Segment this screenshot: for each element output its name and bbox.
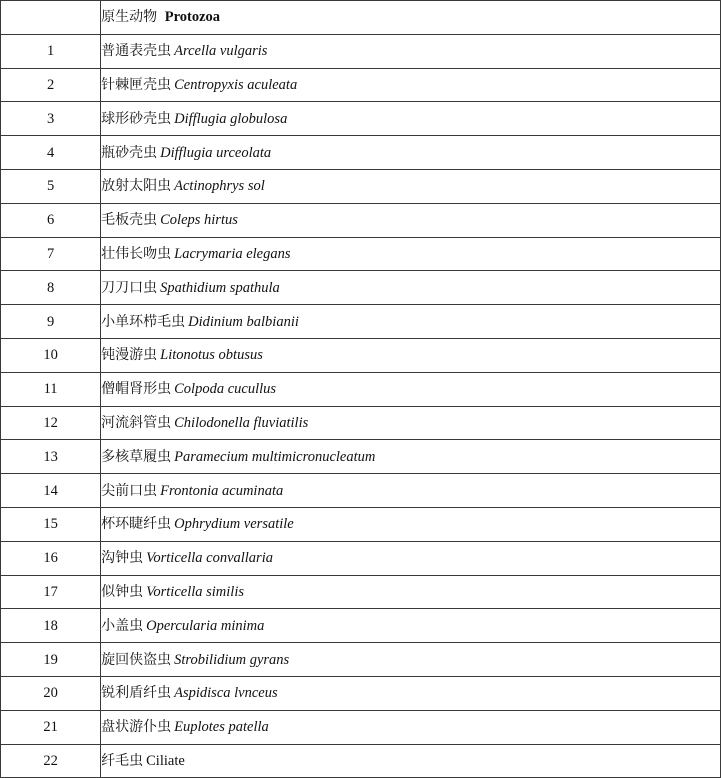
table-row (1, 68, 721, 102)
species-scientific-name: Aspidisca lvnceus (174, 685, 278, 702)
table-row (1, 575, 721, 609)
species-chinese-name: 小单环栉毛虫 (101, 313, 186, 330)
row-number: 8 (1, 271, 101, 305)
table-row (1, 744, 721, 778)
row-number: 13 (1, 440, 101, 474)
species-chinese-name: 纤毛虫 (101, 752, 144, 769)
species-chinese-name: 毛板壳虫 (101, 212, 158, 229)
table-row (1, 305, 721, 339)
row-species-name (101, 203, 721, 237)
table-row (1, 136, 721, 170)
species-scientific-name: Lacrymaria elegans (174, 245, 291, 262)
row-species-name (101, 34, 721, 68)
row-number: 9 (1, 305, 101, 339)
species-scientific-name: Paramecium multimicronucleatum (174, 448, 376, 465)
row-number: 16 (1, 541, 101, 575)
row-species-name (101, 271, 721, 305)
row-number: 4 (1, 136, 101, 170)
table-row (1, 102, 721, 136)
row-number: 12 (1, 406, 101, 440)
row-species-name (101, 102, 721, 136)
species-scientific-name: Didinium balbianii (188, 313, 299, 330)
table-row (1, 474, 721, 508)
header-number-cell (1, 1, 101, 35)
table-row (1, 237, 721, 271)
row-species-name (101, 710, 721, 744)
row-species-name (101, 305, 721, 339)
species-chinese-name: 壮伟长吻虫 (101, 245, 172, 262)
row-number: 10 (1, 338, 101, 372)
species-chinese-name: 放射太阳虫 (101, 178, 172, 195)
table-row (1, 676, 721, 710)
table-row (1, 271, 721, 305)
row-species-name (101, 643, 721, 677)
table-row (1, 643, 721, 677)
row-species-name (101, 676, 721, 710)
species-scientific-name: Centropyxis aculeata (174, 76, 298, 93)
species-scientific-name: Arcella vulgaris (174, 43, 268, 60)
species-scientific-name: Spathidium spathula (160, 279, 280, 296)
species-scientific-name: Litonotus obtusus (160, 347, 263, 364)
row-species-name (101, 575, 721, 609)
row-species-name (101, 507, 721, 541)
row-species-name (101, 474, 721, 508)
row-species-name (101, 372, 721, 406)
species-scientific-name: Ciliate (146, 752, 185, 769)
row-number: 6 (1, 203, 101, 237)
species-chinese-name: 旋回侠盗虫 (101, 651, 172, 668)
row-species-name (101, 169, 721, 203)
row-species-name (101, 338, 721, 372)
header-name-cn: 原生动物 (101, 9, 158, 26)
species-scientific-name: Opercularia minima (146, 617, 265, 634)
species-chinese-name: 球形砂壳虫 (101, 110, 172, 127)
table-row (1, 609, 721, 643)
species-scientific-name: Actinophrys sol (174, 178, 265, 195)
row-species-name (101, 237, 721, 271)
table-row (1, 34, 721, 68)
species-scientific-name: Ophrydium versatile (174, 516, 294, 533)
species-chinese-name: 盘状游仆虫 (101, 719, 172, 736)
species-chinese-name: 钝漫游虫 (101, 347, 158, 364)
species-chinese-name: 沟钟虫 (101, 550, 144, 567)
species-chinese-name: 河流斜管虫 (101, 414, 172, 431)
species-scientific-name: Colpoda cucullus (174, 381, 277, 398)
species-chinese-name: 多核草履虫 (101, 448, 172, 465)
species-chinese-name: 僧帽肾形虫 (101, 381, 172, 398)
row-number: 20 (1, 676, 101, 710)
table-row (1, 541, 721, 575)
table-row (1, 169, 721, 203)
row-number: 22 (1, 744, 101, 778)
species-scientific-name: Vorticella convallaria (146, 550, 273, 567)
row-number: 19 (1, 643, 101, 677)
table-body (1, 34, 721, 778)
table-row (1, 710, 721, 744)
row-number: 18 (1, 609, 101, 643)
row-number: 2 (1, 68, 101, 102)
row-number: 14 (1, 474, 101, 508)
species-scientific-name: Coleps hirtus (160, 212, 238, 229)
table-row (1, 406, 721, 440)
row-number: 3 (1, 102, 101, 136)
species-scientific-name: Frontonia acuminata (160, 482, 284, 499)
row-number: 7 (1, 237, 101, 271)
species-scientific-name: Difflugia urceolata (160, 144, 272, 161)
row-species-name (101, 744, 721, 778)
row-number: 1 (1, 34, 101, 68)
row-number: 11 (1, 372, 101, 406)
species-chinese-name: 杯环睫纤虫 (101, 516, 172, 533)
table-header-row (1, 1, 721, 35)
row-number: 5 (1, 169, 101, 203)
species-scientific-name: Chilodonella fluviatilis (174, 414, 309, 431)
row-species-name (101, 406, 721, 440)
row-species-name (101, 136, 721, 170)
table-row (1, 203, 721, 237)
table-row (1, 372, 721, 406)
table-row (1, 338, 721, 372)
table-row (1, 440, 721, 474)
row-species-name (101, 68, 721, 102)
row-number: 15 (1, 507, 101, 541)
row-number: 17 (1, 575, 101, 609)
row-species-name (101, 541, 721, 575)
header-name-cell (101, 1, 721, 35)
species-scientific-name: Euplotes patella (174, 719, 269, 736)
species-chinese-name: 小盖虫 (101, 617, 144, 634)
species-chinese-name: 普通表壳虫 (101, 43, 172, 60)
species-scientific-name: Difflugia globulosa (174, 110, 288, 127)
species-scientific-name: Strobilidium gyrans (174, 651, 290, 668)
species-chinese-name: 瓶砂壳虫 (101, 144, 158, 161)
species-chinese-name: 尖前口虫 (101, 482, 158, 499)
row-species-name (101, 609, 721, 643)
species-scientific-name: Vorticella similis (146, 583, 244, 600)
header-name-en: Protozoa (164, 9, 221, 26)
species-chinese-name: 刀刀口虫 (101, 279, 158, 296)
species-chinese-name: 针棘匣壳虫 (101, 76, 172, 93)
row-number: 21 (1, 710, 101, 744)
table-row (1, 507, 721, 541)
species-chinese-name: 似钟虫 (101, 583, 144, 600)
species-chinese-name: 锐利盾纤虫 (101, 685, 172, 702)
row-species-name (101, 440, 721, 474)
